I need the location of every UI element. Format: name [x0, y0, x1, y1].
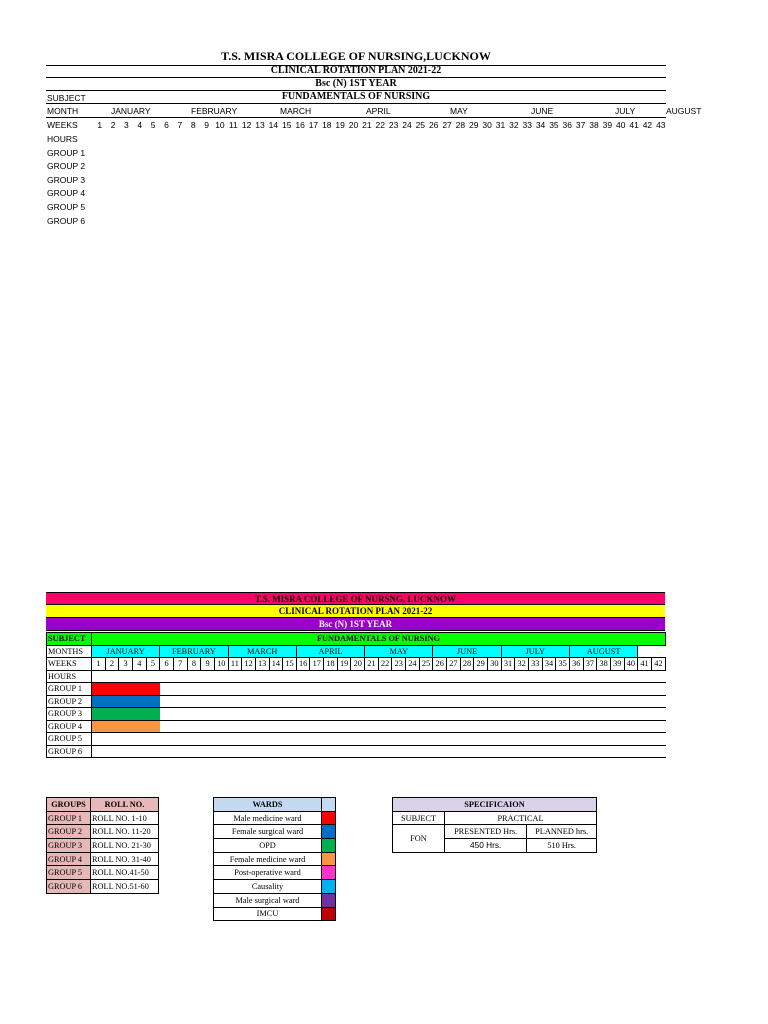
ward-color-swatch — [322, 852, 336, 866]
week-cell-20: 20 — [351, 658, 365, 671]
week-cell-2: 2 — [105, 658, 119, 671]
top-week-28: 28 — [455, 120, 466, 130]
top-group-4: GROUP 4 — [47, 188, 86, 198]
ward-name-cell: Female surgical ward — [214, 825, 322, 839]
group-rotation-rest — [160, 720, 666, 733]
ward-color-swatch — [322, 880, 336, 894]
week-cell-36: 36 — [569, 658, 583, 671]
weeks-row — [47, 658, 666, 671]
group-rotation-fill — [91, 708, 159, 721]
top-week-4: 4 — [137, 120, 143, 130]
week-cell-38: 38 — [597, 658, 611, 671]
week-cell-37: 37 — [583, 658, 597, 671]
month-cell-march: MARCH — [228, 645, 296, 658]
top-week-13: 13 — [255, 120, 265, 130]
roll-no-cell: ROLL NO. 31-40 — [91, 852, 159, 866]
week-cell-12: 12 — [242, 658, 256, 671]
week-cell-29: 29 — [474, 658, 488, 671]
group-rotation-fill — [91, 683, 159, 696]
top-week-20: 20 — [348, 120, 359, 130]
top-week-29: 29 — [469, 120, 479, 130]
week-cell-41: 41 — [638, 658, 652, 671]
bottom-college-band: T.S. MISRA COLLEGE OF NURSNG, LUCKNOW — [46, 592, 665, 605]
month-cell-empty — [638, 645, 666, 658]
top-week-12: 12 — [241, 120, 252, 130]
groups-table-row — [47, 811, 159, 825]
top-subject-title: FUNDAMENTALS OF NURSING — [281, 91, 431, 102]
top-week-37: 37 — [575, 120, 586, 130]
week-cell-8: 8 — [187, 658, 201, 671]
ward-name-cell: Male surgical ward — [214, 893, 322, 907]
top-group-2: GROUP 2 — [47, 161, 86, 171]
top-month-label: MONTH — [47, 106, 79, 116]
top-year-title: Bsc (N) 1ST YEAR — [315, 78, 397, 89]
week-cell-39: 39 — [610, 658, 624, 671]
ward-color-swatch — [322, 811, 336, 825]
top-week-2: 2 — [110, 120, 116, 130]
top-week-10: 10 — [215, 120, 225, 130]
hours-row — [47, 670, 666, 683]
ward-color-swatch — [322, 866, 336, 880]
groups-table — [46, 797, 159, 894]
week-cell-34: 34 — [542, 658, 556, 671]
top-rule — [46, 103, 666, 104]
groups-table-row — [47, 825, 159, 839]
spec-header-row — [393, 798, 597, 812]
top-week-11: 11 — [228, 120, 238, 130]
spec-hours-header-row — [393, 825, 597, 839]
top-week-36: 36 — [562, 120, 573, 130]
top-week-9: 9 — [204, 120, 209, 130]
hours-label-cell: HOURS — [47, 670, 92, 683]
week-cell-21: 21 — [365, 658, 379, 671]
top-week-34: 34 — [535, 120, 546, 130]
top-month-february: FEBRUARY — [191, 106, 238, 116]
wards-table-row — [214, 839, 336, 853]
top-week-17: 17 — [308, 120, 319, 130]
group-rotation-rest — [160, 695, 666, 708]
wards-table-row — [214, 825, 336, 839]
group-name-cell: GROUP 2 — [47, 825, 91, 839]
months-label-cell: MONTHS — [47, 645, 92, 658]
group-row — [47, 683, 666, 696]
week-cell-7: 7 — [173, 658, 187, 671]
weeks-label-cell: WEEKS — [47, 658, 92, 671]
group-rotation-fill — [91, 745, 159, 758]
groups-header-group: GROUPS — [47, 798, 91, 812]
group-row — [47, 745, 666, 758]
top-month-march: MARCH — [280, 106, 312, 116]
group-label-cell: GROUP 4 — [47, 720, 92, 733]
group-row — [47, 733, 666, 746]
groups-table-row — [47, 839, 159, 853]
wards-table-row — [214, 811, 336, 825]
week-cell-3: 3 — [119, 658, 133, 671]
week-cell-33: 33 — [528, 658, 542, 671]
top-month-january: JANUARY — [111, 106, 151, 116]
top-week-32: 32 — [509, 120, 519, 130]
spec-planned-label: PLANNED hrs. — [527, 825, 597, 839]
week-cell-22: 22 — [378, 658, 392, 671]
subject-label-cell: SUBJECT — [47, 633, 92, 646]
group-rotation-fill — [91, 695, 159, 708]
top-week-6: 6 — [164, 120, 169, 130]
week-cell-11: 11 — [228, 658, 242, 671]
top-week-5: 5 — [150, 120, 156, 130]
week-cell-26: 26 — [433, 658, 447, 671]
group-label-cell: GROUP 6 — [47, 745, 92, 758]
group-row — [47, 708, 666, 721]
week-cell-17: 17 — [310, 658, 324, 671]
groups-table-row — [47, 866, 159, 880]
ward-color-swatch — [322, 825, 336, 839]
top-week-35: 35 — [549, 120, 559, 130]
top-weeks-label: WEEKS — [47, 120, 78, 130]
top-plan-title: CLINICAL ROTATION PLAN 2021-22 — [270, 65, 442, 76]
week-cell-5: 5 — [146, 658, 160, 671]
spec-presented-value: 450 Hrs. — [445, 839, 527, 853]
month-cell-july: JULY — [501, 645, 569, 658]
group-name-cell: GROUP 1 — [47, 811, 91, 825]
top-week-43: 43 — [656, 120, 666, 130]
week-cell-30: 30 — [488, 658, 502, 671]
ward-name-cell: Male medicine ward — [214, 811, 322, 825]
top-week-15: 15 — [281, 120, 292, 130]
week-cell-19: 19 — [337, 658, 351, 671]
wards-header: WARDS — [214, 798, 322, 812]
group-row — [47, 720, 666, 733]
group-rotation-fill — [91, 733, 159, 746]
top-month-may: MAY — [450, 106, 468, 116]
top-group-5: GROUP 5 — [47, 202, 86, 212]
month-cell-august: AUGUST — [569, 645, 637, 658]
month-cell-february: FEBRUARY — [160, 645, 228, 658]
week-cell-24: 24 — [406, 658, 420, 671]
wards-table-row — [214, 852, 336, 866]
week-cell-4: 4 — [132, 658, 146, 671]
top-week-3: 3 — [124, 120, 129, 130]
wards-header-swatch — [322, 798, 336, 812]
top-week-39: 39 — [602, 120, 613, 130]
ward-color-swatch — [322, 839, 336, 853]
top-group-1: GROUP 1 — [47, 148, 86, 158]
group-label-cell: GROUP 3 — [47, 708, 92, 721]
top-week-22: 22 — [375, 120, 385, 130]
top-week-31: 31 — [495, 120, 506, 130]
top-week-14: 14 — [268, 120, 279, 130]
groups-table-row — [47, 880, 159, 894]
groups-table-row — [47, 852, 159, 866]
wards-table-row — [214, 893, 336, 907]
top-week-27: 27 — [442, 120, 452, 130]
month-cell-april: APRIL — [296, 645, 364, 658]
ward-name-cell: OPD — [214, 839, 322, 853]
top-month-june: JUNE — [531, 106, 554, 116]
week-cell-23: 23 — [392, 658, 406, 671]
spec-subject-label: SUBJECT — [393, 811, 445, 825]
top-month-august: AUGUST — [666, 106, 702, 116]
bottom-year-band: Bsc (N) 1ST YEAR — [46, 618, 665, 631]
week-cell-16: 16 — [296, 658, 310, 671]
month-cell-june: JUNE — [433, 645, 501, 658]
wards-table-row — [214, 866, 336, 880]
top-week-42: 42 — [642, 120, 653, 130]
top-week-1: 1 — [97, 120, 103, 130]
ward-color-swatch — [322, 893, 336, 907]
top-week-18: 18 — [322, 120, 332, 130]
top-week-26: 26 — [428, 120, 439, 130]
hours-cell — [91, 670, 665, 683]
group-rotation-rest — [160, 745, 666, 758]
subject-row — [47, 633, 666, 646]
spec-subject-value: FON — [393, 825, 445, 852]
month-cell-january: JANUARY — [91, 645, 159, 658]
top-week-30: 30 — [482, 120, 492, 130]
wards-table-row — [214, 907, 336, 921]
top-week-16: 16 — [295, 120, 305, 130]
week-cell-28: 28 — [460, 658, 474, 671]
group-rotation-fill — [91, 720, 159, 733]
ward-name-cell: Post-operative ward — [214, 866, 322, 880]
top-month-july: JULY — [615, 106, 636, 116]
roll-no-cell: ROLL NO.41-50 — [91, 866, 159, 880]
subject-value-cell: FUNDAMENTALS OF NURSING — [91, 633, 665, 646]
group-rotation-rest — [160, 683, 666, 696]
roll-no-cell: ROLL NO. 11-20 — [91, 825, 159, 839]
group-rotation-rest — [160, 733, 666, 746]
top-college-title: T.S. MISRA COLLEGE OF NURSING,LUCKNOW — [221, 49, 491, 63]
spec-header: SPECIFICAION — [393, 798, 597, 812]
roll-no-cell: ROLL NO.51-60 — [91, 880, 159, 894]
top-week-8: 8 — [190, 120, 196, 130]
roll-no-cell: ROLL NO. 1-10 — [91, 811, 159, 825]
ward-name-cell: Female medicine ward — [214, 852, 322, 866]
group-rotation-rest — [160, 708, 666, 721]
group-label-cell: GROUP 5 — [47, 733, 92, 746]
week-cell-32: 32 — [515, 658, 529, 671]
top-week-40: 40 — [615, 120, 626, 130]
top-week-24: 24 — [402, 120, 412, 130]
groups-header-roll: ROLL NO. — [91, 798, 159, 812]
week-cell-35: 35 — [556, 658, 570, 671]
top-week-25: 25 — [415, 120, 426, 130]
top-group-6: GROUP 6 — [47, 216, 86, 226]
week-cell-42: 42 — [651, 658, 665, 671]
week-cell-27: 27 — [447, 658, 461, 671]
wards-table — [213, 797, 336, 921]
top-week-19: 19 — [335, 120, 345, 130]
groups-header-row — [47, 798, 159, 812]
roll-no-cell: ROLL NO. 21-30 — [91, 839, 159, 853]
group-label-cell: GROUP 1 — [47, 683, 92, 696]
group-label-cell: GROUP 2 — [47, 695, 92, 708]
week-cell-1: 1 — [91, 658, 105, 671]
week-cell-6: 6 — [160, 658, 174, 671]
week-cell-10: 10 — [214, 658, 228, 671]
wards-header-row — [214, 798, 336, 812]
group-rows — [47, 683, 666, 758]
week-cell-25: 25 — [419, 658, 433, 671]
top-week-23: 23 — [388, 120, 399, 130]
top-week-33: 33 — [522, 120, 532, 130]
months-row — [47, 645, 666, 658]
group-row — [47, 695, 666, 708]
week-cell-9: 9 — [201, 658, 215, 671]
week-cell-18: 18 — [324, 658, 338, 671]
group-name-cell: GROUP 5 — [47, 866, 91, 880]
group-name-cell: GROUP 6 — [47, 880, 91, 894]
spec-presented-label: PRESENTED Hrs. — [445, 825, 527, 839]
top-week-21: 21 — [362, 120, 372, 130]
ward-name-cell: IMCU — [214, 907, 322, 921]
bottom-plan-band: CLINICAL ROTATION PLAN 2021-22 — [46, 605, 665, 618]
spec-planned-value: 510 Hrs. — [527, 839, 597, 853]
top-group-3: GROUP 3 — [47, 175, 86, 185]
top-week-41: 41 — [629, 120, 639, 130]
ward-color-swatch — [322, 907, 336, 921]
top-subject-label: SUBJECT — [47, 93, 86, 103]
top-rule — [46, 117, 666, 118]
top-hours-label: HOURS — [47, 134, 78, 144]
top-week-38: 38 — [589, 120, 599, 130]
spec-practical-label: PRACTICAL — [445, 811, 597, 825]
rotation-grid — [46, 632, 666, 758]
week-cell-31: 31 — [501, 658, 515, 671]
ward-name-cell: Causality — [214, 880, 322, 894]
week-cell-13: 13 — [255, 658, 269, 671]
group-name-cell: GROUP 4 — [47, 852, 91, 866]
week-cell-14: 14 — [269, 658, 283, 671]
week-cell-40: 40 — [624, 658, 638, 671]
month-cell-may: MAY — [365, 645, 433, 658]
top-month-april: APRIL — [366, 106, 391, 116]
spec-subject-row — [393, 811, 597, 825]
week-cell-15: 15 — [283, 658, 297, 671]
top-week-7: 7 — [177, 120, 183, 130]
specification-table — [392, 797, 597, 853]
group-name-cell: GROUP 3 — [47, 839, 91, 853]
wards-table-row — [214, 880, 336, 894]
